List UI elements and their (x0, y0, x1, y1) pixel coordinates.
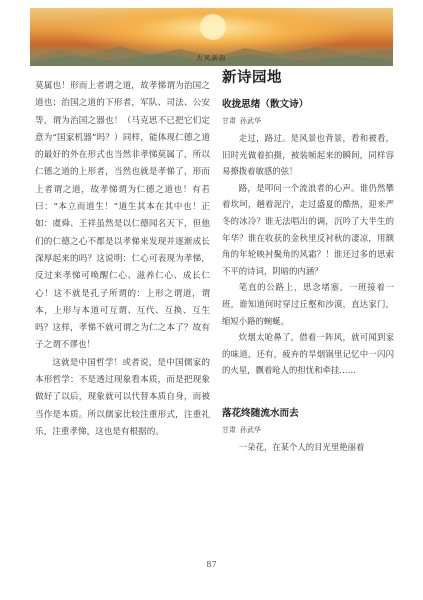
poem-title: 收拢思绪（散文诗） (222, 99, 309, 110)
right-column (222, 66, 394, 456)
paragraph: 莫属也！形而上者谓之道，故孝悌谓为治国之道也；治国之道的下形者，军队、司法、公安等，谓为治国之器也！（马克思不已把它们定意为“国家机器”吗？）同样，能体现仁德之道的最好的外在形式也当然非孝悌莫属了，所以仁德之道的上形者，当然也就是孝悌了，形而上者谓之道，故孝悌谓为仁德之道也！有若曰：“本立而道生！”道生其本在其中也！正如：虞舜、王祥虽然是以仁德闻名天下，但他们的仁德之心不都是以孝悌来发现并逐渐成长深厚起来的吗？这说明：仁心可表现为孝悌，反过来孝悌可唤醒仁心、滋养仁心、成长仁心！这不就是孔子所谓的：上形之谓道，谓本，上形与本道可互谓、互代、互换、互生吗？这样，孝悌不就可谓之为仁之本了？故有子之谓不谬也！ (35, 81, 210, 351)
poem-body (222, 439, 394, 456)
sun-decoration (200, 14, 226, 40)
paragraph: 走过，路过。是风景也背景，看和被看，旧时光做着拍摄，被装帧起来的瞬间，同样容易撩拨着敏感的弦！ (222, 133, 394, 177)
paragraph: 笔直的公路上，思念堵塞，一班接着一班，谁知道何时穿过丘壑和沙漠，直达家门，缩短小路的蜿蜒。 (222, 282, 394, 326)
author-byline (222, 425, 394, 435)
header-banner (30, 8, 393, 66)
paragraph: 路，是叩问一个流浪者的心声。谁仍然攀着坎坷，趟着泥泞，走过盛夏的酷热，迎来严冬的冰冷？谁无法唱出的调，沉吟了大半生的年华？谁在收获的金秋里反衬秋的凄凉，用额角的年轮映衬鬓角的风霜？！谁还过多的思索不平的诗词，阴暗的内涵？ (222, 182, 394, 276)
page-number: 87 (206, 560, 217, 569)
paragraph: 炊烟太呛鼻了，借着一阵风，就可闻到家的味道，还有，疲弃的旱烟锅里记忆中一闪闪的火星，飘着呛人的担忧和牵挂…… (222, 332, 394, 376)
author-region: 甘肃 (222, 117, 236, 125)
author-region: 甘肃 (222, 425, 236, 434)
author-byline (222, 116, 394, 126)
paragraph: 这就是中国哲学！或者说，是中国儒家的本形哲学：不是透过现象看本质，而是把现象做好了以后，现象就可以代替本质自身，而被当作是本质。所以儒家比较注重形式，注重礼乐，注重孝悌，这也是有根据的。 (35, 357, 210, 437)
author-name: 孙武华 (240, 425, 261, 434)
banner-label: 古风新韵 (196, 54, 227, 62)
section-title: 新诗园地 (222, 70, 282, 86)
left-column (35, 78, 210, 441)
author-name: 孙武华 (240, 117, 261, 125)
paragraph: 一朵花，在某个人的目光里艳丽着 (238, 441, 365, 452)
poem-body (222, 130, 394, 379)
poem-title: 落花终随流水而去 (222, 407, 299, 419)
